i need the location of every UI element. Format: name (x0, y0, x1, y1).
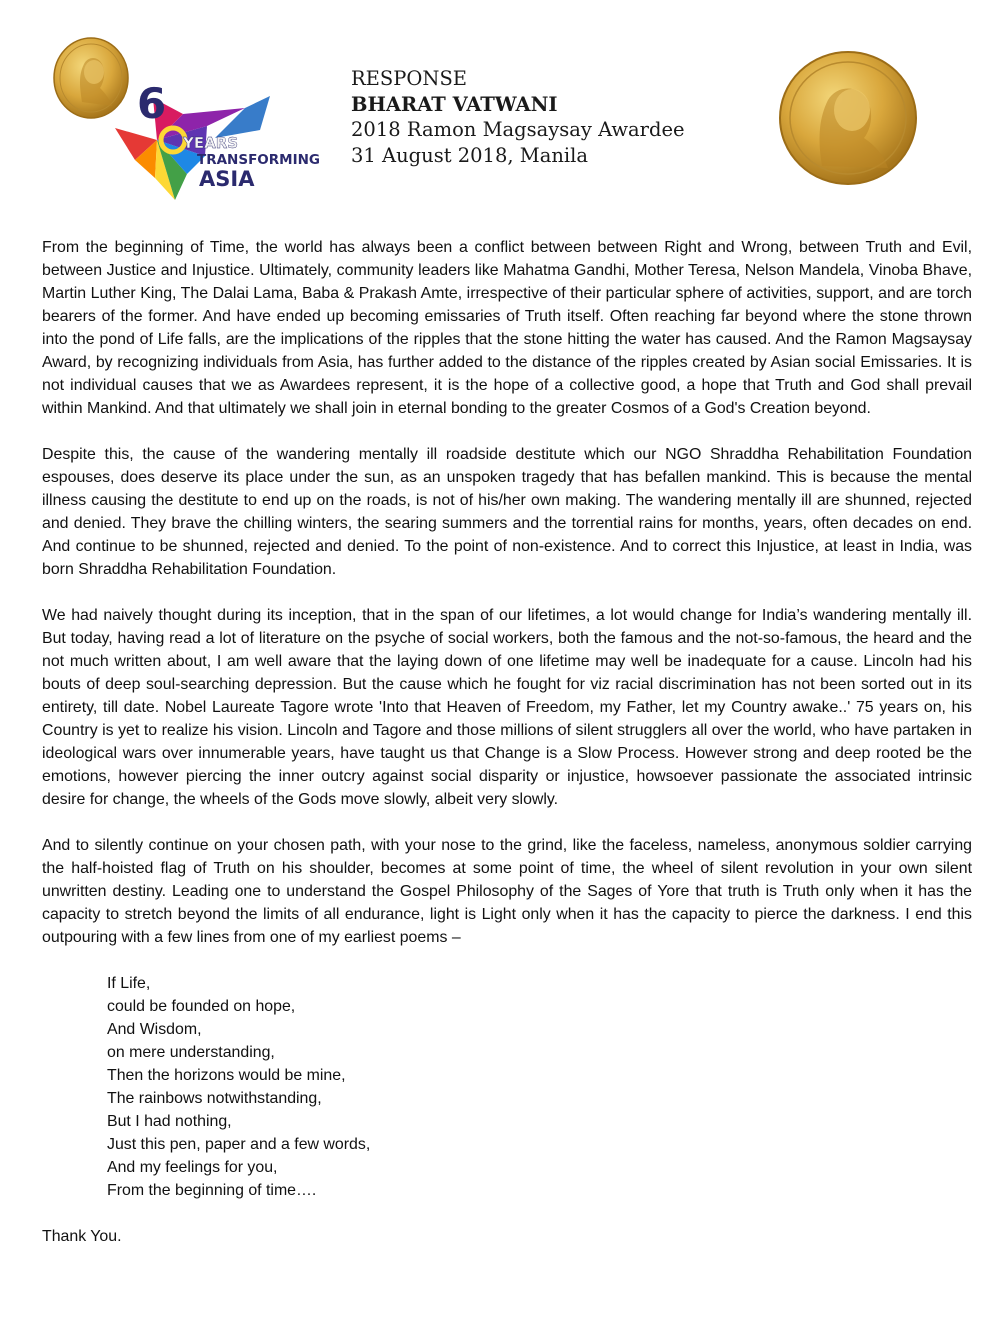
poem-line: Just this pen, paper and a few words, (107, 1136, 371, 1153)
header-title: RESPONSE (351, 67, 468, 90)
paragraph-3: We had naively thought during its inception, that in the span of our lifetimes, a lot would change for India’s wandering mentally ill. But today, having read a lot of literature on the psyche of social workers, both the famous and the not-so-famous, the heard and the not much written about, I am well aware that the laying down of one lifetime may well be inadequate for a cause. Lincoln had his bouts of deep soul-searching depression. But the cause which he fought for viz racial discrimination has not been sorted out in its entirety, till date. Nobel Laureate Tagore wrote 'Into that Heaven of Freedom, my Father, let my Country awake..' 75 years on, his Country is yet to realize his vision. Lincoln and Tagore and those millions of silent strugglers all over the world, who have partaken in ideological wars over innumerable years, have taught us that Change is a Slow Process. However strong and deep rooted be the emotions, however piercing the inner outcry against social disparity or injustice, howsoever passionate the associated intrinsic desire for change, the wheels of the Gods move slowly, albeit very slowly. (42, 607, 972, 808)
poem-line: on mere understanding, (107, 1044, 275, 1061)
medal-icon-right (778, 50, 918, 186)
logo-years: YEARS (183, 134, 239, 152)
poem-line: If Life, (107, 975, 151, 992)
award-subtitle: 2018 Ramon Magsaysay Awardee (351, 118, 685, 141)
paragraph-4: And to silently continue on your chosen path, with your nose to the grind, like the faceless, nameless, anonymous soldier carrying the half-hoisted flag of Truth on his shoulder, becomes at some point of time, the wheel of silent revolution in your own silent unwritten destiny. Leading one to understand the Gospel Philosophy of the Sages of Yore that truth is Truth only when it has the capacity to stretch beyond the limits of all endurance, light is Light only when it has the capacity to pierce the darkness. I end this outpouring with a few lines from one of my earliest poems – (42, 837, 972, 946)
paragraph-2: Despite this, the cause of the wandering mentally ill roadside destitute which our NGO Shraddha Rehabilitation Foundation espouses, does deserve its place under the sun, as an unspoken tragedy that has befallen mankind. This is because the mental illness causing the destitute to end up on the roads, is not of his/her own making. The wandering mentally ill are shunned, rejected and denied. They brave the chilling winters, the searing summers and the torrential rains for months, years, often decades on end. And continue to be shunned, rejected and denied. To the point of non-existence. And to correct this Injustice, at least in India, was born Shraddha Rehabilitation Foundation. (42, 446, 972, 578)
logo-number: 6 (137, 79, 167, 128)
poem-line: Then the horizons would be mine, (107, 1067, 346, 1084)
event-date: 31 August 2018, Manila (351, 143, 589, 167)
logo-asia: ASIA (199, 167, 255, 191)
poem-line: From the beginning of time…. (107, 1182, 317, 1199)
awardee-name: BHARAT VATWANI (351, 92, 558, 116)
poem-line: But I had nothing, (107, 1113, 232, 1130)
sixty-years-logo (95, 78, 330, 208)
response-body (42, 236, 972, 1271)
poem-line: And Wisdom, (107, 1021, 202, 1038)
poem-line: And my feelings for you, (107, 1159, 278, 1176)
poem-line: The rainbows notwithstanding, (107, 1090, 322, 1107)
poem (42, 972, 972, 1202)
paragraph-1: From the beginning of Time, the world has always been a conflict between between Right and Wrong, between Truth and Evil, between Justice and Injustice. Ultimately, community leaders like Mahatma Gandhi, Mother Teresa, Nelson Mandela, Vinoba Bhave, Martin Luther King, The Dalai Lama, Baba & Prakash Amte, irrespective of their particular sphere of activities, support, and are torch bearers of the former. And have ended up becoming emissaries of Truth itself. Often reaching far beyond where the stone thrown into the pond of Life falls, are the implications of the ripples that the stone hitting the water has caused. And the Ramon Magsaysay Award, by recognizing individuals from Asia, has further added to the distance of the ripples created by Asian social Emissaries. It is not individual causes that we as Awardees represent, it is the hope of a collective good, a hope that Truth and God shall prevail within Mankind. And that ultimately we shall join in eternal bonding to the greater Cosmos of a God's Creation beyond. (42, 239, 972, 417)
closing: Thank You. (42, 1228, 122, 1245)
header (351, 66, 685, 168)
poem-line: could be founded on hope, (107, 998, 296, 1015)
logo-transforming: TRANSFORMING (197, 152, 321, 168)
